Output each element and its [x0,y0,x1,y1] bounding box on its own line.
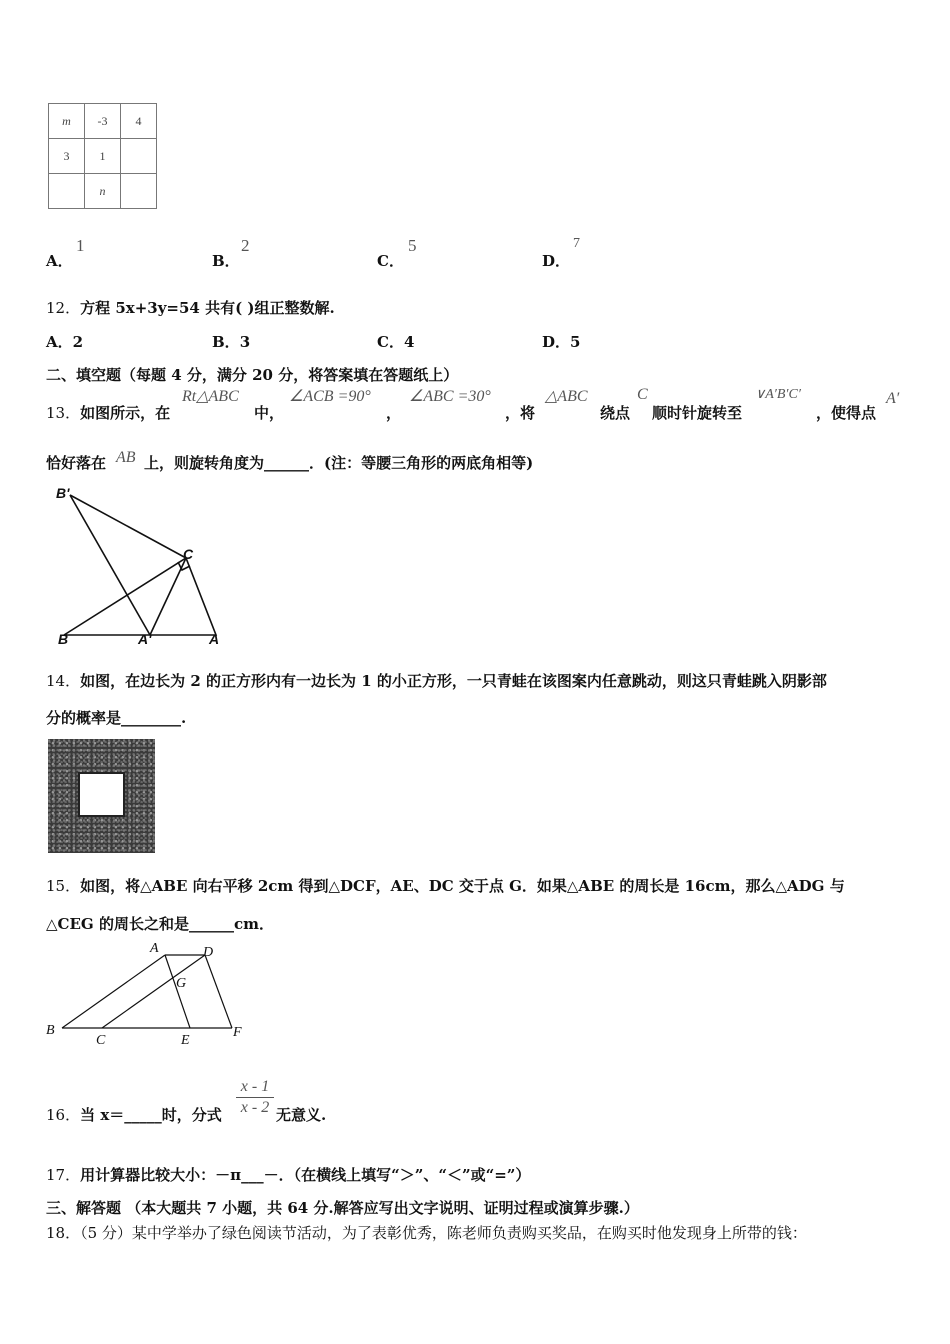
question-16: 16．当 x＝_____时，分式 [46,1106,222,1124]
label-g: G [176,976,187,991]
label-d: D [203,945,214,960]
section-3-title: 三、解答题 （本大题共 7 小题，共 64 分.解答应写出文字说明、证明过程或演算步骤.） [46,1199,639,1217]
option-d-value: 7 [573,236,580,251]
q13-math-triangle: △ABC [545,388,588,405]
q13-text: ，使得点 [816,404,877,422]
q13-number: 13．如图所示，在 [46,404,171,422]
q13-text: 顺时针旋转至 [652,404,743,422]
option-c-label: C． [377,252,404,270]
rotation-triangle-figure [46,480,236,650]
label-b: B [58,631,69,647]
q12-option-d: D．5 [542,333,581,351]
section-2-title: 二、填空题（每题 4 分，满分 20 分，将答案填在答题纸上） [46,366,459,384]
q12-option-b: B．3 [212,333,251,351]
question-12 [46,297,335,318]
question-16-end: 无意义. [276,1106,327,1124]
fraction-numerator: x - 1 [240,1078,270,1095]
option-d-label: D． [542,252,571,270]
q13-text: ，将 [505,404,536,422]
fraction-bar [236,1097,274,1098]
q13-math-point-c: C [637,386,648,403]
label-b-prime: B' [56,485,70,501]
inner-white-square [78,772,125,817]
option-b-value: 2 [241,236,250,255]
q12-option-c: C．4 [377,333,415,351]
option-c-value: 5 [408,236,417,255]
q13-math-ab: AB [116,449,136,466]
label-a: A [150,941,159,956]
q13-math-angle-abc: ∠ABC =30° [409,388,491,405]
q12-option-a: A．2 [46,333,84,351]
translation-figure [40,938,260,1053]
q13-text: ， [386,404,402,422]
option-a-value: 1 [76,236,85,255]
label-b: B [46,1023,55,1038]
grid-cell: 3 [49,139,85,174]
q13-text: 绕点 [600,404,631,422]
grid-cell: 4 [121,104,157,139]
q13-math-point-a-prime: A′ [886,390,900,407]
grid-cell [121,139,157,174]
question-17: 17．用计算器比较大小：－π___－．（在横线上填写“＞”、“＜”或“=”） [46,1166,531,1184]
grid-cell [121,174,157,209]
question-15-line2: △CEG 的周长之和是______cm． [46,915,274,933]
q13-math-rotated-triangle: ∨A′B′C′ [755,387,801,402]
grid-cell: 1 [85,139,121,174]
option-a-label: A． [46,252,73,270]
label-a: A [209,631,220,647]
q13-text: 中， [254,404,285,422]
label-c: C [183,546,194,562]
shaded-square-figure [48,739,155,853]
q13-math-angle-acb: ∠ACB =90° [289,388,371,405]
grid-cell [49,174,85,209]
label-e: E [181,1033,190,1048]
grid-cell: -3 [85,104,121,139]
fraction-denominator: x - 2 [240,1099,270,1116]
q13-text-line2: 上，则旋转角度为______．(注：等腰三角形的两底角相等) [144,454,534,472]
label-f: F [233,1025,242,1040]
label-a-prime: A' [138,631,152,647]
q13-math-rt-triangle: Rt△ABC [182,388,239,405]
q13-text-line2: 恰好落在 [46,454,107,472]
question-15-line1: 15．如图，将△ABE 向右平移 2cm 得到△DCF，AE、DC 交于点 G．如果△ABE 的周长是 16cm，那么△ADG 与 [46,877,845,895]
fraction [236,1078,274,1117]
question-14-line2: 分的概率是________. [46,709,187,727]
label-c: C [96,1033,106,1048]
question-number: 12． [46,299,81,317]
option-b-label: B． [212,252,240,270]
question-14-line1: 14．如图，在边长为 2 的正方形内有一边长为 1 的小正方形，一只青蛙在该图案内任意跳动，则这只青蛙跳入阴影部 [46,672,827,690]
number-grid [48,103,157,209]
grid-cell: m [49,104,85,139]
grid-cell: n [85,174,121,209]
question-text: 方程 5x+3y=54 共有( )组正整数解. [80,299,335,317]
question-18: 18．（5 分）某中学举办了绿色阅读节活动，为了表彰优秀，陈老师负责购买奖品，在购买时他发现身上所带的钱： [46,1224,807,1242]
